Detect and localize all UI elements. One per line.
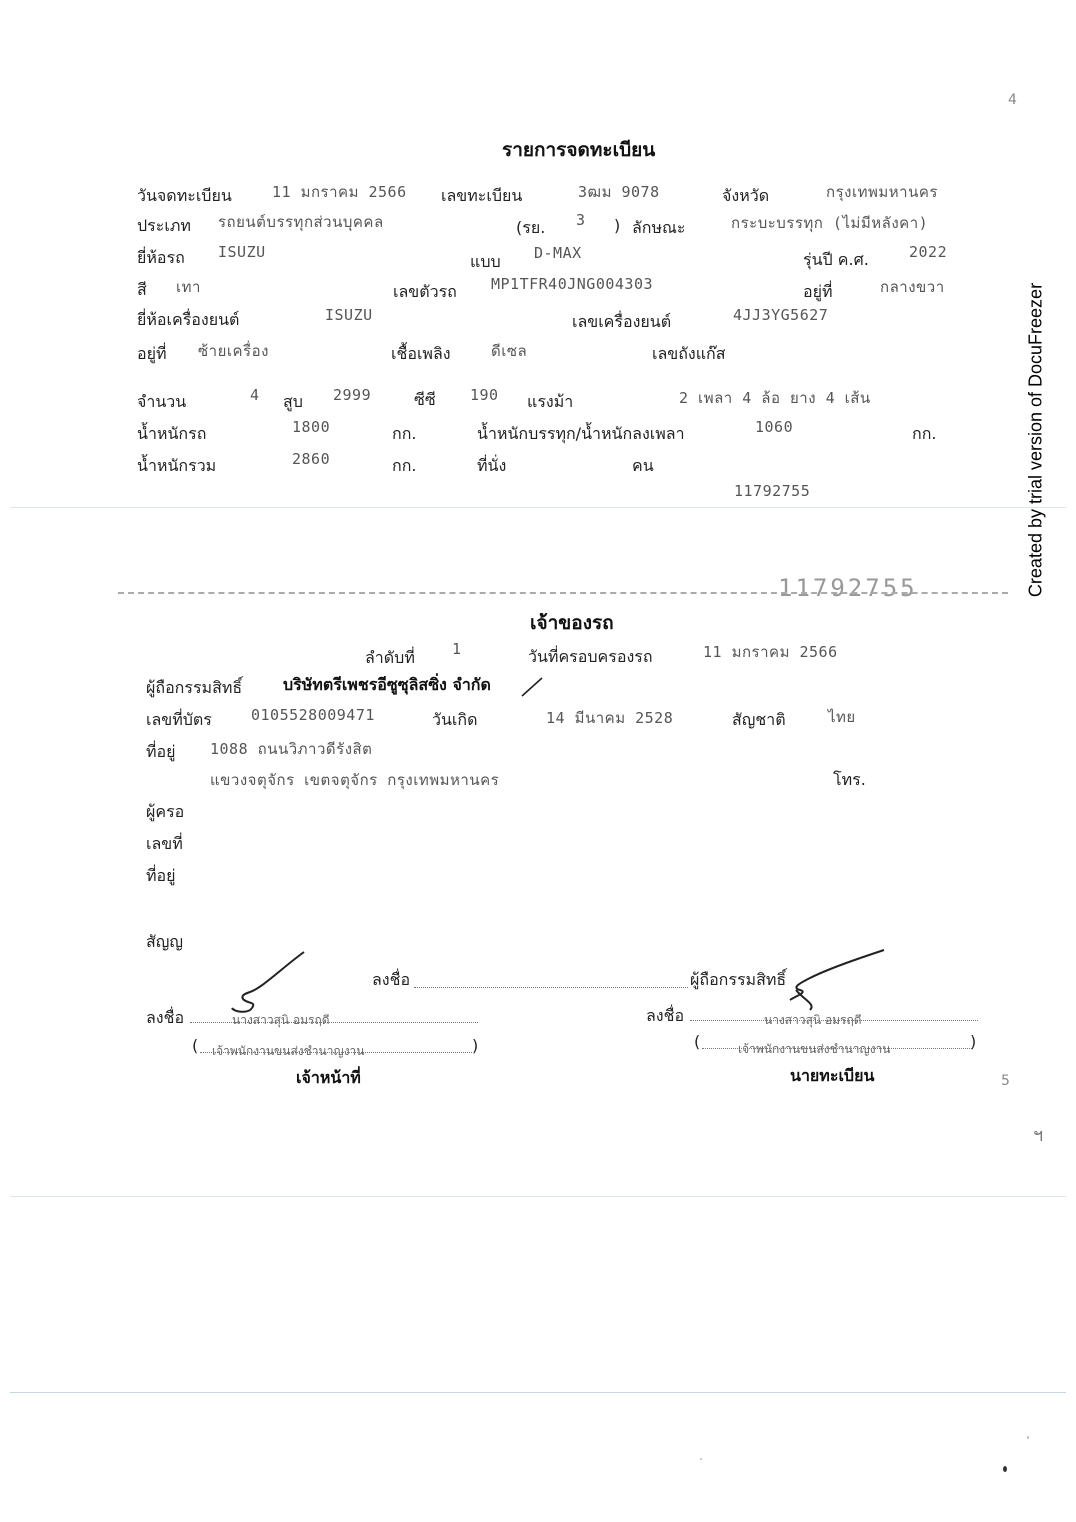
official-signature xyxy=(222,948,312,1018)
birth-date-value: 14 มีนาคม 2528 xyxy=(546,709,674,727)
province-label: จังหวัด xyxy=(722,186,770,205)
scan-divider xyxy=(10,507,1066,508)
address-line-1: 1088 ถนนวิภาวดีรังสิต xyxy=(210,740,373,758)
registrar-name: นางสาวสุนิ อมรฤดี xyxy=(764,1013,862,1027)
type-code-value: 3 xyxy=(576,211,586,229)
corner-mark: ฯ xyxy=(1033,1125,1044,1146)
fuel-value: ดีเซล xyxy=(491,342,528,360)
model-year-value: 2022 xyxy=(909,243,948,261)
official-paren-close: ) xyxy=(472,1036,479,1055)
gas-tank-label: เลขถังแก๊ส xyxy=(652,344,726,363)
brand-value: ISUZU xyxy=(218,243,266,261)
scan-dash-row xyxy=(118,592,1008,594)
owner-sign-line xyxy=(414,987,688,988)
official-name: นางสาวสุนิ อมรฤดี xyxy=(232,1013,330,1027)
engine-location-label: อยู่ที่ xyxy=(137,344,167,363)
address-label: ที่อยู่ xyxy=(146,742,176,761)
style-value: กระบะบรรทุก (ไม่มีหลังคา) xyxy=(731,214,929,232)
color-value: เทา xyxy=(176,278,201,296)
quantity-label: จำนวน xyxy=(137,392,187,411)
model-label: แบบ xyxy=(470,252,501,271)
chassis-value: MP1TFR40JNG004303 xyxy=(491,275,654,293)
hp-value: 190 xyxy=(470,386,499,404)
type-value: รถยนต์บรรทุกส่วนบุคคล xyxy=(218,213,384,231)
registrar-signature xyxy=(770,944,890,1014)
engine-number-value: 4JJ3YG5627 xyxy=(733,306,829,324)
scan-speck xyxy=(700,1458,702,1460)
style-label: ลักษณะ xyxy=(632,218,686,237)
vehicle-weight-label: น้ำหนักรถ xyxy=(137,424,207,443)
possessor-label: ผู้ครอ xyxy=(146,802,185,821)
official-paren-open: ( xyxy=(192,1036,199,1055)
address-line-2: แขวงจตุจักร เขตจตุจักร กรุงเทพมหานคร xyxy=(210,771,500,789)
owner-title: เจ้าของรถ xyxy=(530,612,614,634)
type-code-close: ) xyxy=(614,216,621,235)
nationality-value: ไทย xyxy=(828,708,856,726)
province-value: กรุงเทพมหานคร xyxy=(826,183,938,201)
possessor-id-label: เลขที่ xyxy=(146,834,183,853)
cc-label: ซีซี xyxy=(414,390,436,409)
plate-label: เลขทะเบียน xyxy=(441,186,523,205)
owner-sign-label: ลงชื่อ xyxy=(372,970,411,989)
engine-number-label: เลขเครื่องยนต์ xyxy=(572,312,672,331)
registrar-paren-open: ( xyxy=(694,1032,701,1051)
official-role: เจ้าหน้าที่ xyxy=(296,1068,361,1087)
color-label: สี xyxy=(137,280,147,299)
cylinders-label: สูบ xyxy=(283,392,303,411)
kg-label-1: กก. xyxy=(392,424,417,443)
axles-value: 2 เพลา 4 ล้อ ยาง 4 เส้น xyxy=(679,389,871,407)
document-number: 11792755 xyxy=(734,482,811,500)
total-weight-label: น้ำหนักรวม xyxy=(137,456,217,475)
reg-date-label: วันจดทะเบียน xyxy=(137,186,232,205)
engine-brand-label: ยี่ห้อเครื่องยนต์ xyxy=(137,310,240,329)
page-number-top: 4 xyxy=(1008,92,1017,108)
hp-label: แรงม้า xyxy=(527,392,574,411)
official-position: เจ้าพนักงานขนส่งชำนาญงาน xyxy=(212,1044,365,1058)
docufreezer-watermark: Created by trial version of DocuFreezer xyxy=(1025,282,1046,598)
chassis-location-label: อยู่ที่ xyxy=(803,282,833,301)
engine-location-value: ซ้ายเครื่อง xyxy=(198,342,269,360)
owner-role-label: ผู้ถือกรรมสิทธิ์ xyxy=(690,970,787,989)
chassis-location-value: กลางขวา xyxy=(880,278,945,296)
owner-label: ผู้ถือกรรมสิทธิ์ xyxy=(146,678,243,697)
registrar-role: นายทะเบียน xyxy=(790,1066,875,1085)
possession-date-value: 11 มกราคม 2566 xyxy=(703,643,838,661)
persons-label: คน xyxy=(632,456,654,475)
document-number-faded: 11792755 xyxy=(778,574,918,602)
kg-label-3: กก. xyxy=(392,456,417,475)
reg-date-value: 11 มกราคม 2566 xyxy=(272,183,407,201)
possessor-address-label: ที่อยู่ xyxy=(146,866,176,885)
kg-label-2: กก. xyxy=(912,424,937,443)
model-value: D-MAX xyxy=(534,244,582,262)
plate-value: 3ฒม 9078 xyxy=(578,183,660,201)
engine-brand-value: ISUZU xyxy=(325,306,373,324)
sequence-label: ลำดับที่ xyxy=(365,648,415,667)
registration-title: รายการจดทะเบียน xyxy=(502,139,656,161)
type-label: ประเภท xyxy=(137,216,191,235)
possession-date-label: วันที่ครอบครองรถ xyxy=(528,647,653,666)
quantity-value: 4 xyxy=(250,386,260,404)
id-number-label: เลขที่บัตร xyxy=(146,710,212,729)
scan-divider xyxy=(10,1392,1066,1393)
registrar-sign-label: ลงชื่อ xyxy=(646,1006,685,1025)
total-weight-value: 2860 xyxy=(292,450,331,468)
load-weight-label: น้ำหนักบรรทุก/น้ำหนักลงเพลา xyxy=(477,424,685,443)
load-weight-value: 1060 xyxy=(755,418,794,436)
model-year-label: รุ่นปี ค.ศ. xyxy=(803,250,869,269)
type-code-open: (รย. xyxy=(516,218,546,237)
nationality-label: สัญชาติ xyxy=(732,710,786,729)
brand-label: ยี่ห้อรถ xyxy=(137,248,185,267)
official-sign-label: ลงชื่อ xyxy=(146,1008,185,1027)
scan-speck xyxy=(1003,1466,1007,1472)
registrar-paren-close: ) xyxy=(970,1032,977,1051)
owner-name: บริษัทตรีเพชรอีซูซุลิสซิ่ง จำกัด xyxy=(283,675,491,694)
birth-date-label: วันเกิด xyxy=(432,710,478,729)
registrar-position: เจ้าพนักงานขนส่งชำนาญงาน xyxy=(738,1042,891,1056)
scan-divider xyxy=(10,1196,1066,1197)
scan-speck xyxy=(1027,1436,1029,1439)
chassis-label: เลขตัวรถ xyxy=(393,282,457,301)
fuel-label: เชื้อเพลิง xyxy=(391,344,451,363)
phone-label: โทร. xyxy=(833,770,866,789)
sequence-value: 1 xyxy=(452,640,462,658)
vehicle-weight-value: 1800 xyxy=(292,418,331,436)
checkmark-stroke xyxy=(520,676,544,698)
possessor-nationality-label: สัญญ xyxy=(146,932,184,951)
cc-value: 2999 xyxy=(333,386,372,404)
id-number-value: 0105528009471 xyxy=(251,706,375,724)
page-number-bottom: 5 xyxy=(1001,1073,1010,1089)
seats-label: ที่นั่ง xyxy=(477,456,507,475)
